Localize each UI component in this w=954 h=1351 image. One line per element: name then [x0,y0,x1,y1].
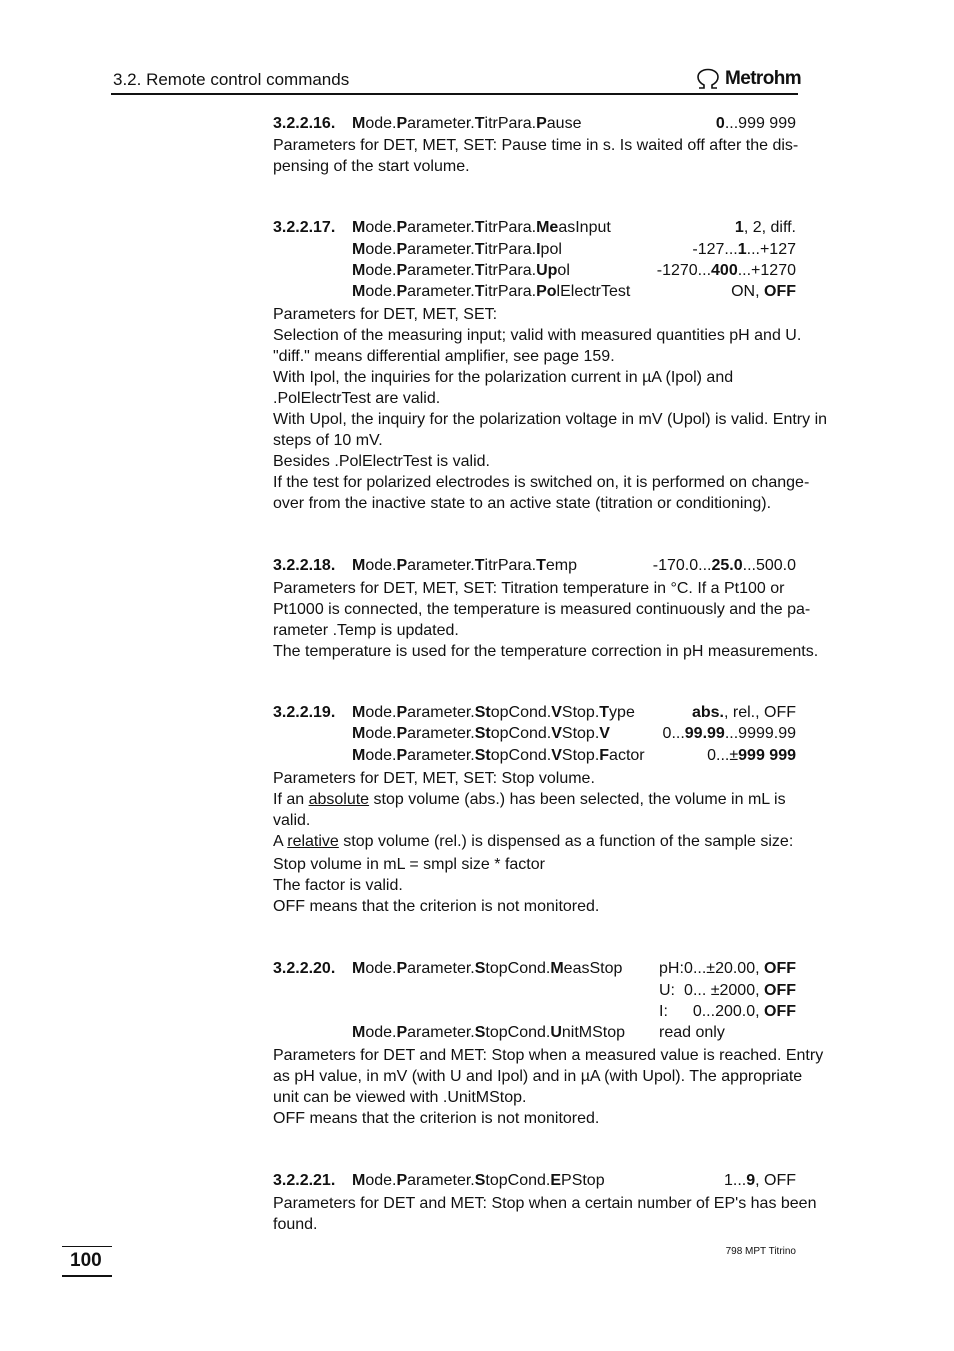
formula-line: Stop volume in mL = smpl size * factor [273,856,545,873]
command-value: -127...1...+127 [692,241,796,258]
command-vstop-factor: Mode.Parameter.StopCond.VStop.Factor [352,747,645,764]
command-value: -1270...400...+1270 [656,262,796,279]
command-value: 1...9, OFF [723,1172,796,1189]
value-range-i: 0...200.0, OFF [692,1003,796,1020]
section-number: 3.2.2.18. [273,557,336,574]
command-value: ON, OFF [731,283,796,300]
command-value: abs., rel., OFF [691,704,796,721]
command-vstop-type: Mode.Parameter.StopCond.VStop.Type [352,704,635,721]
value-range-u: 0... ±2000, OFF [684,982,796,999]
command-polelectrtest: Mode.Parameter.TitrPara.PolElectrTest [352,283,631,300]
text-line: Parameters for DET, MET, SET: Stop volume. [273,770,595,787]
command-measstop: Mode.Parameter.StopCond.MeasStop [352,960,623,977]
command-value: 0...±999 999 [707,747,796,764]
page-number-rule-bottom [62,1275,112,1277]
value-range-ph: 0...±20.00, OFF [684,960,796,977]
section-description: Parameters for DET and MET: Stop when a measured value is reached. Entry as pH value, in mV (with U and Ipol) and in µA (with Upol). The appropriate unit can be viewed with .UnitMStop. OFF means that the criterion is not monitored. [273,1047,824,1127]
section-number: 3.2.2.21. [273,1172,336,1189]
command-value: 1, 2, diff. [734,219,796,236]
header-section-title: 3.2. Remote control commands [113,70,350,89]
section-description: Parameters for DET, MET, SET: Pause time in s. Is waited off after the dis- pensing of the start volume. [273,137,799,175]
section-number: 3.2.2.20. [273,960,336,977]
command-epstop: Mode.Parameter.StopCond.EPStop [352,1172,605,1189]
section-description: Parameters for DET, MET, SET: Titration temperature in °C. If a Pt100 or Pt1000 is connected, the temperature is measured continuously and the pa- rameter .Temp is updated. The temperature is used for the temperature correction in pH measurements. [273,580,819,660]
section-number: 3.2.2.17. [273,219,336,236]
text-line: The factor is valid. [273,877,403,894]
command-temp: Mode.Parameter.TitrPara.Temp [352,557,577,574]
product-name: 798 MPT Titrino [725,1246,796,1257]
command-value: 0...999 999 [715,115,796,132]
command-value: -170.0...25.0...500.0 [652,557,796,574]
section-description: Parameters for DET, MET, SET: Selection of the measuring input; valid with measured quantities pH and U. "diff." means differential amplifier, see page 159. With Ipol, the inquiries for the polarization current in µA (Ipol) and .PolElectrTest are valid. With Upol, the inquiry for the polarization voltage in mV (Upol) is valid. Entry in steps of 10 mV. Besides .PolElectrTest is valid. If the test for polarized electrodes is switched on, it is performed on change- over from the inactive state to an active state (titration or conditioning). [273,306,828,512]
page-number-rule-top [62,1246,112,1247]
command-vstop-v: Mode.Parameter.StopCond.VStop.V [352,725,610,742]
text-line: OFF means that the criterion is not monitored. [273,898,600,915]
underlined-term: absolute [308,791,370,808]
value-label-ph: pH: [659,960,684,977]
command-value: 0...99.99...9999.99 [662,725,796,742]
value-label-i: I: [659,1003,668,1020]
metrohm-logo [696,66,801,92]
command-pause: Mode.Parameter.TitrPara.Pause [352,115,582,132]
header-rule [111,93,798,95]
command-measinput: Mode.Parameter.TitrPara.MeasInput [352,219,611,236]
text-line-with-underline: A relative stop volume (rel.) is dispensed as a function of the sample size: [273,833,794,850]
command-upol: Mode.Parameter.TitrPara.Upol [352,262,570,279]
value-read-only: read only [659,1024,725,1041]
section-number: 3.2.2.16. [273,115,336,132]
section-number: 3.2.2.19. [273,704,336,721]
logo-wordmark: Metrohm [725,68,802,89]
value-label-u: U: [659,982,675,999]
command-ipol: Mode.Parameter.TitrPara.Ipol [352,241,562,258]
section-description: Parameters for DET and MET: Stop when a certain number of EP's has been found. [273,1195,817,1233]
command-unitmstop: Mode.Parameter.StopCond.UnitMStop [352,1024,626,1041]
omega-icon [696,68,720,90]
text-line: valid. [273,812,311,829]
underlined-term: relative [287,833,339,850]
page-number: 100 [70,1250,102,1271]
text-line-with-underline: If an absolute stop volume (abs.) has been selected, the volume in mL is [273,791,786,808]
